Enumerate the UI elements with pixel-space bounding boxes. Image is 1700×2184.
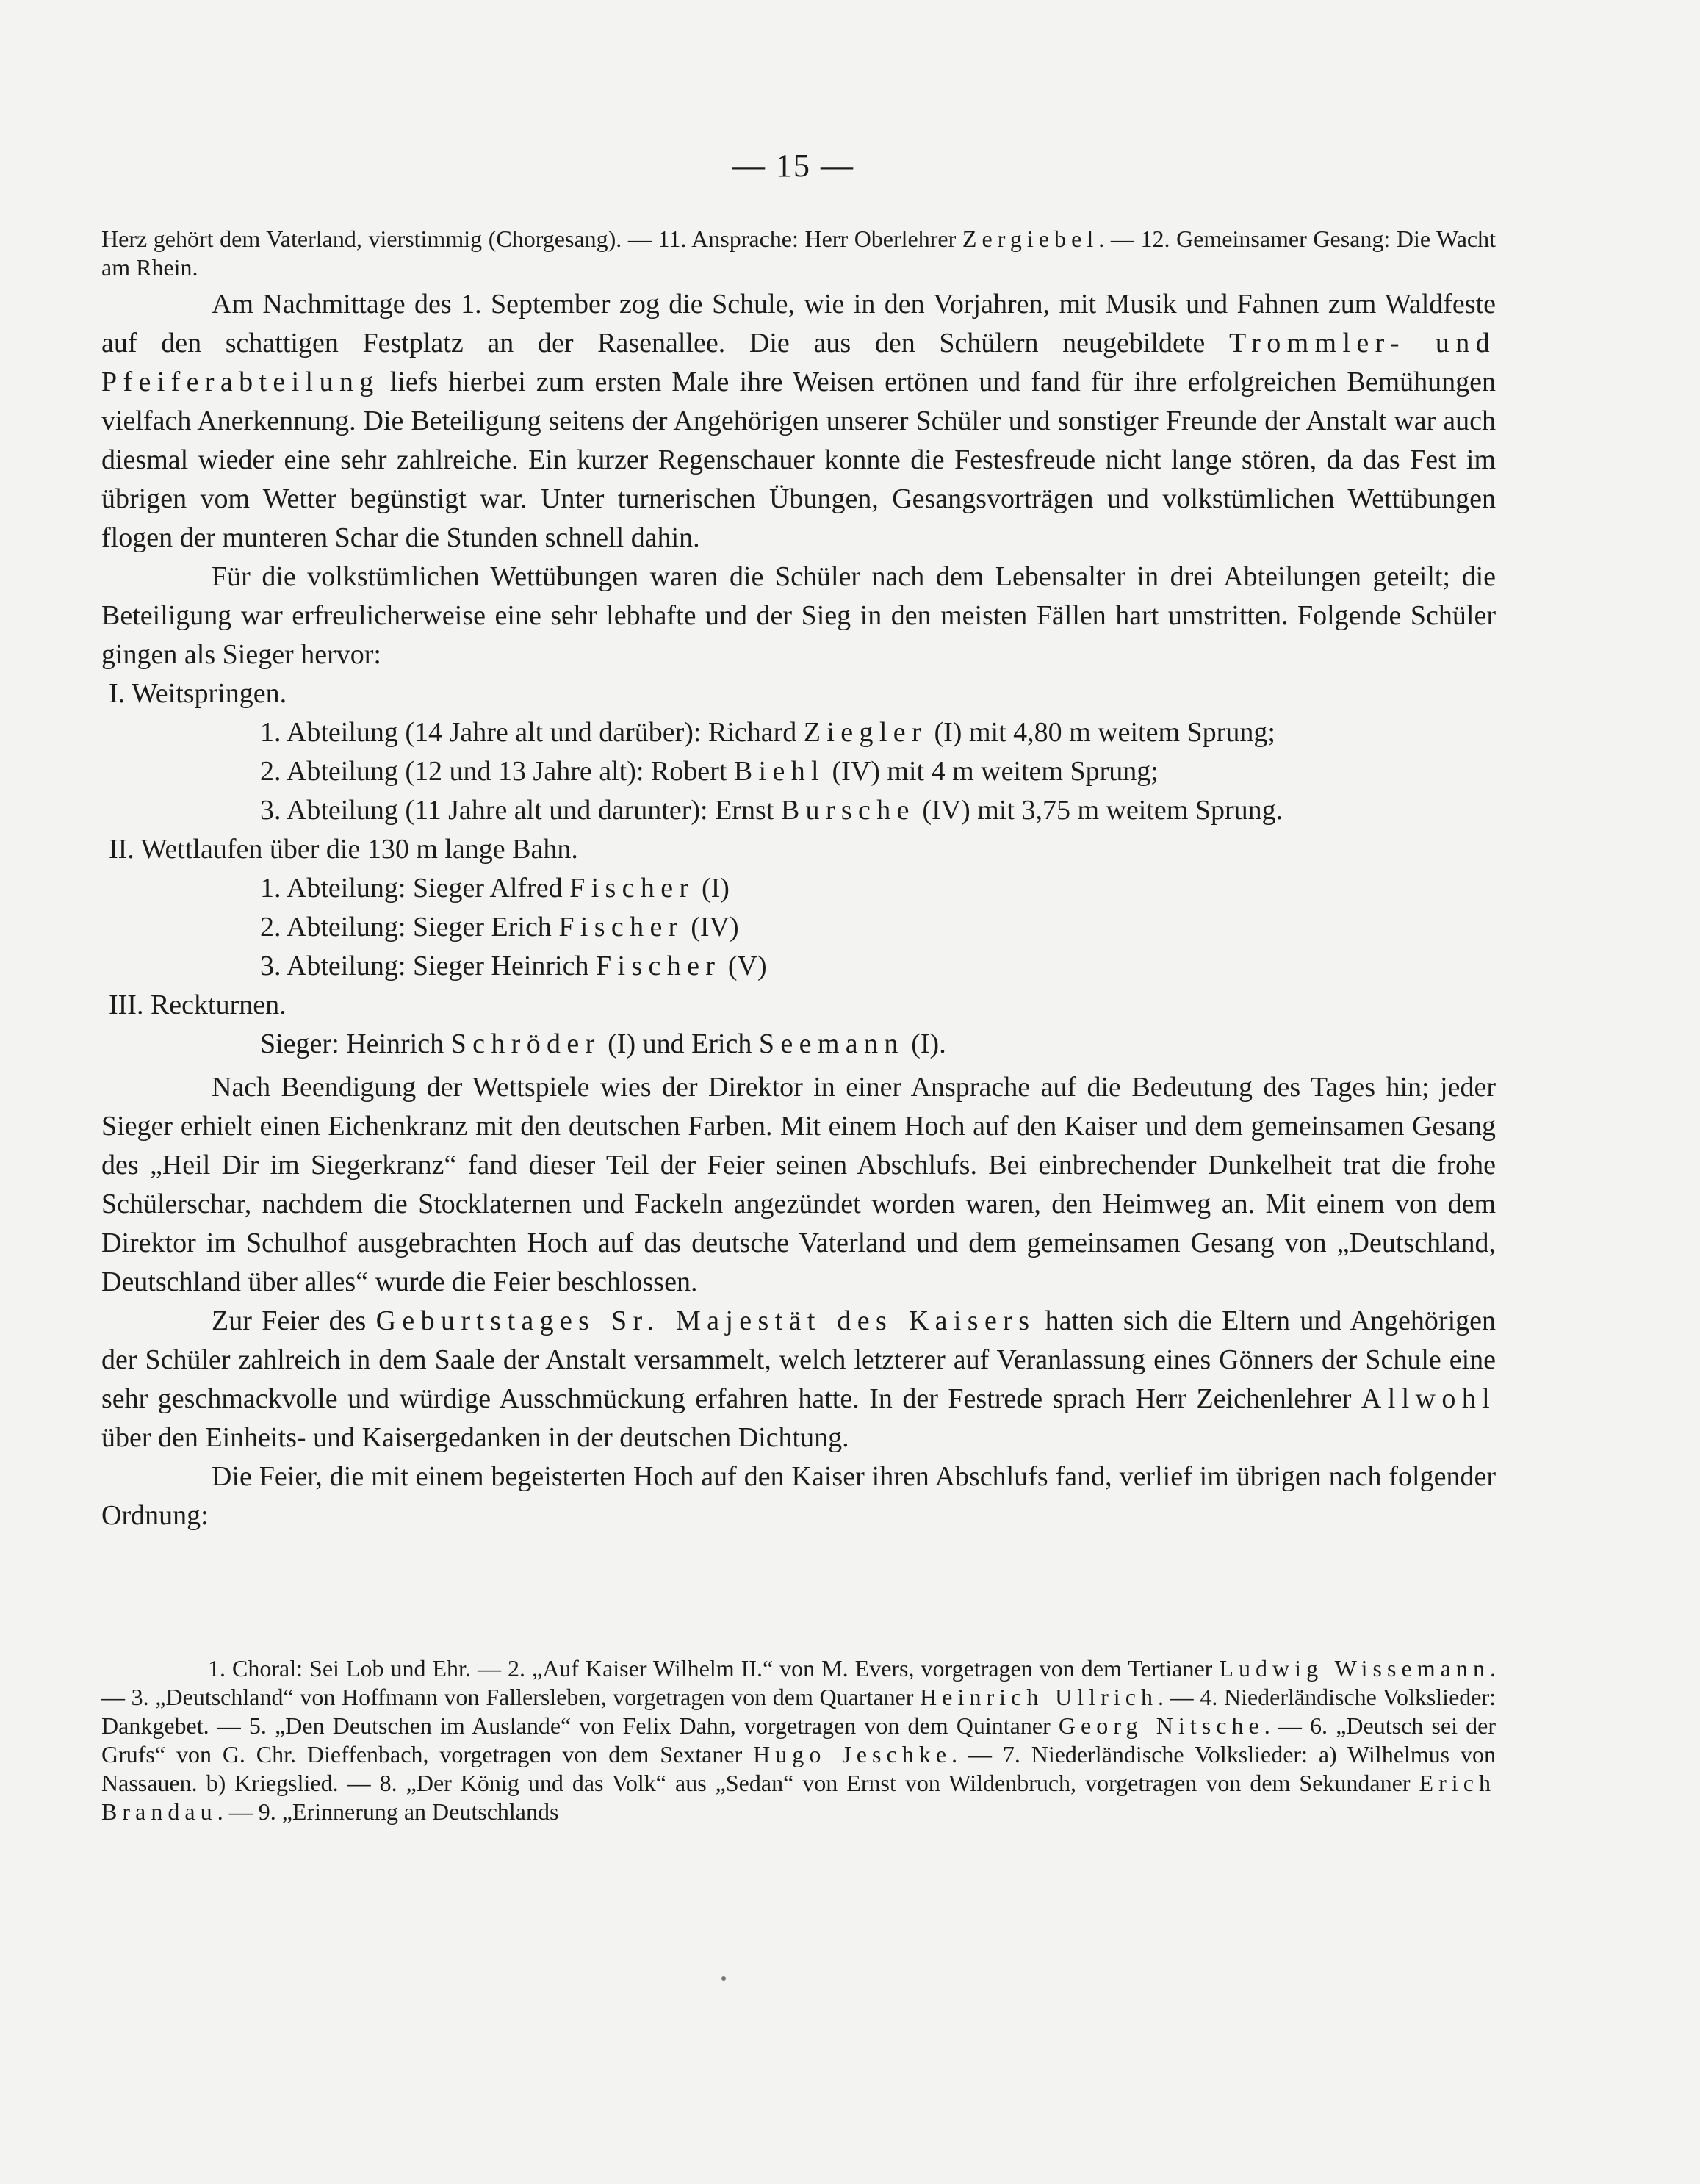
- text-run: Nach Beendigung der Wettspiele wies der Direktor in einer Ansprache auf die Bedeutung des Tages hin; jeder Sieger erhielt einen Eichenkranz mit den deutschen Farben. Mit einem Hoch auf den Kaiser und dem gemeinsamen Gesang des „Heil Dir im Siegerkranz“ fand dieser Teil der Feier seinen Abschlufs. Bei einbrechender Dunkelheit trat die frohe Schülerschar, nachdem die Stocklaternen und Fackeln angezündet worden waren, den Heimweg an. Mit einem von dem Direktor im Schulhof ausgebrachten Hoch auf das deutsche Vaterland und dem gemeinsamen Gesang von „Deutschland, Deutschland über alles“ wurde die Feier beschlossen.: [101, 1072, 1496, 1297]
- spaced-name: Seemann: [758, 1028, 904, 1059]
- text-run: über den Einheits- und Kaisergedanken in der deutschen Dichtung.: [101, 1422, 849, 1453]
- text-run: II. Wettlaufen über die 130 m lange Bahn.: [109, 834, 578, 865]
- spaced-name: Trommler- und Pfeiferabteilung: [101, 328, 1496, 397]
- text-run: . — 6. „Deutsch sei der Grufs“ von G. Chr. Dieffenbach, vorgetragen von dem Sextaner: [101, 1712, 1496, 1767]
- intro-note: [101, 225, 1496, 282]
- winner-line: [101, 713, 1496, 752]
- text-run: (I).: [904, 1028, 946, 1059]
- spaced-name: Georg Nitsche: [1058, 1712, 1264, 1739]
- text-run: (V): [721, 951, 767, 981]
- intro-paragraph: [101, 225, 1496, 282]
- text-run: hatten sich die Eltern und Angehörigen der Schüler zahlreich in dem Saale der Anstalt versammelt, welch letzterer auf Veranlassung eines Gönners der Schule eine sehr geschmackvolle und würdige Ausschmückung erfahren hatte. In der Festrede sprach Herr Zeichenlehrer: [101, 1305, 1496, 1414]
- spaced-name: Hugo Jeschke: [753, 1741, 952, 1767]
- text-run: . — 3. „Deutschland“ von Hoffmann von Fallersleben, vorgetragen von dem Quartaner: [101, 1655, 1496, 1710]
- paragraph-feier-ordnung: [101, 1457, 1496, 1535]
- spaced-name: Fischer: [595, 951, 721, 981]
- spaced-name: Zergiebel: [962, 226, 1099, 252]
- spaced-name: Fischer: [569, 873, 695, 904]
- text-run: (I) und Erich: [600, 1028, 759, 1059]
- paragraph-beendigung: [101, 1068, 1496, 1302]
- page-number: — 15 —: [732, 148, 854, 184]
- spaced-name: Schröder: [450, 1028, 601, 1059]
- speck-mark: [721, 1976, 726, 1981]
- text-run: Am Nachmittage des 1. September zog die Schule, wie in den Vorjahren, mit Musik und Fahnen zum Waldfeste auf den schattigen Festplatz an der Rasenallee. Die aus den Schülern neugebildete: [101, 289, 1496, 358]
- winners-list: [101, 674, 1496, 1064]
- event-heading: [101, 986, 1496, 1025]
- text-run: Herz gehört dem Vaterland, vierstimmig (Chorgesang). — 11. Ansprache: Herr Oberlehrer: [101, 226, 962, 252]
- spaced-name: Ziegler: [803, 717, 927, 748]
- event-heading: [101, 674, 1496, 713]
- spaced-name: Fischer: [558, 912, 684, 943]
- winner-line: [101, 908, 1496, 947]
- winner-line: [101, 947, 1496, 986]
- text-run: (IV) mit 4 m weitem Sprung;: [824, 756, 1159, 787]
- spaced-name: Heinrich Ullrich: [920, 1684, 1159, 1710]
- program-paragraph: [101, 1654, 1496, 1826]
- text-run: Sieger: Heinrich: [260, 1028, 451, 1059]
- winner-line: [101, 752, 1496, 791]
- event-heading: [101, 830, 1496, 869]
- text-run: 3. Abteilung (11 Jahre alt und darunter): Ernst: [260, 795, 781, 826]
- text-run: 1. Choral: Sei Lob und Ehr. — 2. „Auf Kaiser Wilhelm II.“ von M. Evers, vorgetragen von dem Tertianer: [208, 1655, 1220, 1682]
- text-run: 3. Abteilung: Sieger Heinrich: [260, 951, 596, 981]
- winner-line: [101, 791, 1496, 830]
- text-run: 2. Abteilung (12 und 13 Jahre alt): Robert: [260, 756, 734, 787]
- spaced-name: Ludwig Wissemann: [1219, 1655, 1491, 1682]
- text-run: (IV) mit 3,75 m weitem Sprung.: [915, 795, 1283, 826]
- winner-line: [101, 869, 1496, 908]
- text-run: . — 9. „Erinnerung an Deutschlands: [217, 1798, 559, 1825]
- spaced-name: Geburtstages Sr. Majestät des Kaisers: [375, 1305, 1036, 1336]
- spaced-name: Biehl: [733, 756, 825, 787]
- text-run: Zur Feier des: [212, 1305, 376, 1336]
- text-run: 1. Abteilung: Sieger Alfred: [260, 873, 570, 904]
- spaced-name: Bursche: [780, 795, 915, 826]
- text-run: 2. Abteilung: Sieger Erich: [260, 912, 559, 943]
- text-run: I. Weitspringen.: [109, 678, 287, 709]
- program-list: [101, 1654, 1496, 1826]
- text-run: . — 12. Gemeinsamer Gesang: Die Wacht am Rhein.: [101, 226, 1496, 281]
- text-run: III. Reckturnen.: [109, 990, 287, 1020]
- spaced-name: Erich Brandau: [101, 1770, 1496, 1825]
- text-run: (I) mit 4,80 m weitem Sprung;: [926, 717, 1275, 748]
- text-run: liefs hierbei zum ersten Male ihre Weisen ertönen und fand für ihre erfolgreichen Bemühungen vielfach Anerkennung. Die Beteiligung seitens der Angehörigen unserer Schüler und sonstiger Freunde der Anstalt war auch diesmal wieder eine sehr zahlreiche. Ein kurzer Regenschauer konnte die Festesfreude nicht lange stören, da das Fest im übrigen vom Wetter begünstigt war. Unter turnerischen Übungen, Gesangsvorträgen und volkstümlichen Wettübungen flogen der munteren Schar die Stunden schnell dahin.: [101, 367, 1496, 553]
- text-run: (I): [694, 873, 730, 904]
- text-run: (IV): [683, 912, 739, 943]
- text-run: Die Feier, die mit einem begeisterten Hoch auf den Kaiser ihren Abschlufs fand, verlief im übrigen nach folgender Ordnung:: [101, 1461, 1496, 1531]
- text-run: 1. Abteilung (14 Jahre alt und darüber): Richard: [260, 717, 804, 748]
- winner-line: [101, 1025, 1496, 1064]
- spaced-name: Allwohl: [1361, 1383, 1496, 1414]
- text-run: . — 4. Niederländische Volkslieder: Dankgebet. — 5. „Den Deutschen im Auslande“ von Felix Dahn, vorgetragen von dem Quintaner: [101, 1684, 1496, 1739]
- text-run: . — 7. Niederländische Volkslieder: a) Wilhelmus von Nassauen. b) Kriegslied. — 8. „Der König und das Volk“ aus „Sedan“ von Ernst von Wildenbruch, vorgetragen von dem Sekundaner: [101, 1741, 1496, 1796]
- main-text: [101, 285, 1496, 1535]
- paragraph-geburtstag: [101, 1302, 1496, 1457]
- text-run: Für die volkstümlichen Wettübungen waren die Schüler nach dem Lebensalter in drei Abteilungen geteilt; die Beteiligung war erfreulicherweise eine sehr lebhafte und der Sieg in den meisten Fällen hart umstritten. Folgende Schüler gingen als Sieger hervor:: [101, 561, 1496, 670]
- paragraph-wettuebungen: [101, 558, 1496, 674]
- paragraph-waldfest: [101, 285, 1496, 558]
